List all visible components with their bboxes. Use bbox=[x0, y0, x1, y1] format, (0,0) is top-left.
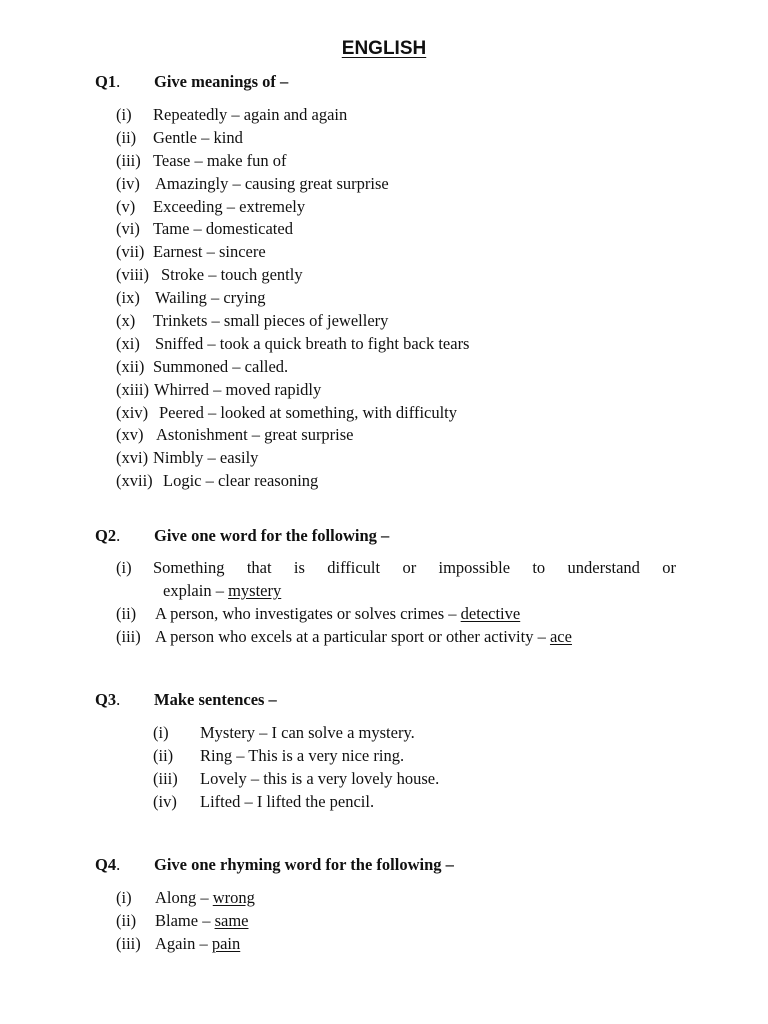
item-text: Repeatedly – again and again bbox=[153, 105, 348, 124]
item-number: (xvi) bbox=[116, 448, 149, 468]
q2-number bbox=[95, 526, 154, 546]
item-text: Something that is difficult or impossible to understand or bbox=[153, 558, 676, 577]
answer-text: same bbox=[214, 910, 249, 930]
q2-number-dot: . bbox=[116, 526, 121, 545]
list-item bbox=[153, 768, 439, 791]
item-text: Exceeding – extremely bbox=[153, 196, 306, 216]
item-text: Whirred – moved rapidly bbox=[154, 379, 322, 399]
answer-text: pain bbox=[211, 933, 241, 953]
item-text: A person, who investigates or solves crimes – bbox=[155, 603, 461, 623]
answer-text: detective bbox=[460, 603, 521, 623]
list-item bbox=[116, 196, 469, 219]
list-item bbox=[116, 557, 676, 580]
list-item bbox=[153, 722, 439, 745]
item-number: (ii) bbox=[116, 127, 137, 147]
item-text: Trinkets – small pieces of jewellery bbox=[153, 311, 389, 331]
item-number: (i) bbox=[116, 558, 132, 577]
item-text: Logic – clear reasoning bbox=[163, 471, 319, 491]
q1-heading-text: Give meanings of – bbox=[154, 72, 289, 91]
item-number: (v) bbox=[116, 196, 136, 216]
list-item bbox=[116, 379, 469, 402]
item-number: (xiii) bbox=[116, 379, 149, 399]
list-item bbox=[116, 287, 469, 310]
list-item bbox=[116, 127, 469, 150]
q1-heading bbox=[95, 72, 288, 92]
q4-number bbox=[95, 855, 154, 875]
item-text: explain – bbox=[163, 580, 229, 600]
item-number: (xv) bbox=[116, 425, 144, 445]
item-text: Wailing – crying bbox=[155, 288, 266, 308]
list-item bbox=[116, 264, 469, 287]
item-number: (iii) bbox=[153, 768, 178, 788]
list-item bbox=[116, 150, 469, 173]
item-number: (vii) bbox=[116, 242, 145, 262]
q4-heading-text: Give one rhyming word for the following – bbox=[154, 855, 454, 874]
q1-list bbox=[116, 104, 469, 493]
q2-number-label: Q2 bbox=[95, 526, 117, 545]
q4-list bbox=[116, 887, 255, 956]
item-text: Gentle – kind bbox=[153, 127, 243, 147]
item-text: Mystery – I can solve a mystery. bbox=[200, 723, 415, 742]
list-item bbox=[116, 310, 469, 333]
item-text: Again – bbox=[155, 933, 212, 953]
item-number: (ii) bbox=[153, 745, 174, 765]
q3-number-label: Q3 bbox=[95, 690, 117, 709]
list-item bbox=[116, 356, 469, 379]
item-number: (ix) bbox=[116, 288, 140, 308]
list-item bbox=[116, 173, 469, 196]
item-number: (iv) bbox=[116, 173, 140, 193]
item-number: (xi) bbox=[116, 333, 140, 353]
item-number: (viii) bbox=[116, 265, 149, 285]
item-number: (iii) bbox=[116, 933, 141, 953]
q4-heading bbox=[95, 855, 454, 875]
item-text: Tame – domesticated bbox=[153, 219, 293, 239]
q4-number-dot: . bbox=[116, 855, 121, 874]
q3-heading bbox=[95, 690, 277, 710]
answer-text: ace bbox=[549, 626, 572, 646]
q3-heading-text: Make sentences – bbox=[154, 690, 277, 709]
q2-list bbox=[116, 557, 676, 649]
item-number: (i) bbox=[116, 105, 132, 124]
item-number: (x) bbox=[116, 311, 136, 331]
item-number: (ii) bbox=[116, 603, 137, 623]
list-item bbox=[116, 603, 676, 626]
item-number: (iv) bbox=[153, 791, 177, 811]
item-number: (vi) bbox=[116, 219, 140, 239]
q2-heading-text: Give one word for the following – bbox=[154, 526, 390, 545]
item-text: Tease – make fun of bbox=[153, 150, 287, 170]
q3-number-dot: . bbox=[116, 690, 121, 709]
item-number: (xii) bbox=[116, 356, 145, 376]
item-text: Lifted – I lifted the pencil. bbox=[200, 791, 375, 811]
list-item bbox=[116, 218, 469, 241]
list-item bbox=[153, 745, 439, 768]
list-item bbox=[116, 887, 255, 910]
q3-list bbox=[153, 722, 439, 814]
q3-number bbox=[95, 690, 154, 710]
item-number: (ii) bbox=[116, 910, 137, 930]
list-item bbox=[116, 241, 469, 264]
q1-number bbox=[95, 72, 154, 92]
item-number: (i) bbox=[116, 888, 132, 907]
item-text: Summoned – called. bbox=[153, 356, 289, 376]
list-item bbox=[116, 626, 676, 649]
item-text: Peered – looked at something, with difficulty bbox=[159, 402, 458, 422]
list-item bbox=[116, 933, 255, 956]
list-item bbox=[116, 333, 469, 356]
page-title: ENGLISH bbox=[341, 38, 427, 59]
item-text: Blame – bbox=[155, 910, 215, 930]
list-item bbox=[116, 402, 469, 425]
item-text: Sniffed – took a quick breath to fight back tears bbox=[155, 333, 470, 353]
item-number: (iii) bbox=[116, 626, 141, 646]
item-text: Lovely – this is a very lovely house. bbox=[200, 768, 440, 788]
list-item bbox=[116, 447, 469, 470]
q4-number-label: Q4 bbox=[95, 855, 117, 874]
item-text: A person who excels at a particular sport or other activity – bbox=[155, 626, 550, 646]
item-number: (iii) bbox=[116, 150, 141, 170]
q2-heading bbox=[95, 526, 389, 546]
item-text: Astonishment – great surprise bbox=[156, 425, 354, 445]
list-item bbox=[116, 104, 469, 127]
list-item bbox=[116, 424, 469, 447]
item-number: (xvii) bbox=[116, 471, 153, 491]
q1-number-label: Q1 bbox=[95, 72, 117, 91]
item-text: Amazingly – causing great surprise bbox=[155, 173, 389, 193]
item-text: Earnest – sincere bbox=[153, 242, 266, 262]
list-item bbox=[153, 791, 439, 814]
list-item bbox=[116, 910, 255, 933]
item-text: Along – bbox=[155, 888, 213, 907]
answer-text: wrong bbox=[212, 888, 255, 907]
list-item bbox=[116, 470, 469, 493]
list-item-continuation bbox=[116, 580, 676, 603]
item-text: Ring – This is a very nice ring. bbox=[200, 745, 405, 765]
item-number: (xiv) bbox=[116, 402, 149, 422]
item-text: Nimbly – easily bbox=[153, 448, 259, 468]
item-number: (i) bbox=[153, 723, 169, 742]
answer-text: mystery bbox=[228, 580, 282, 600]
item-text: Stroke – touch gently bbox=[161, 265, 303, 285]
q1-number-dot: . bbox=[116, 72, 121, 91]
